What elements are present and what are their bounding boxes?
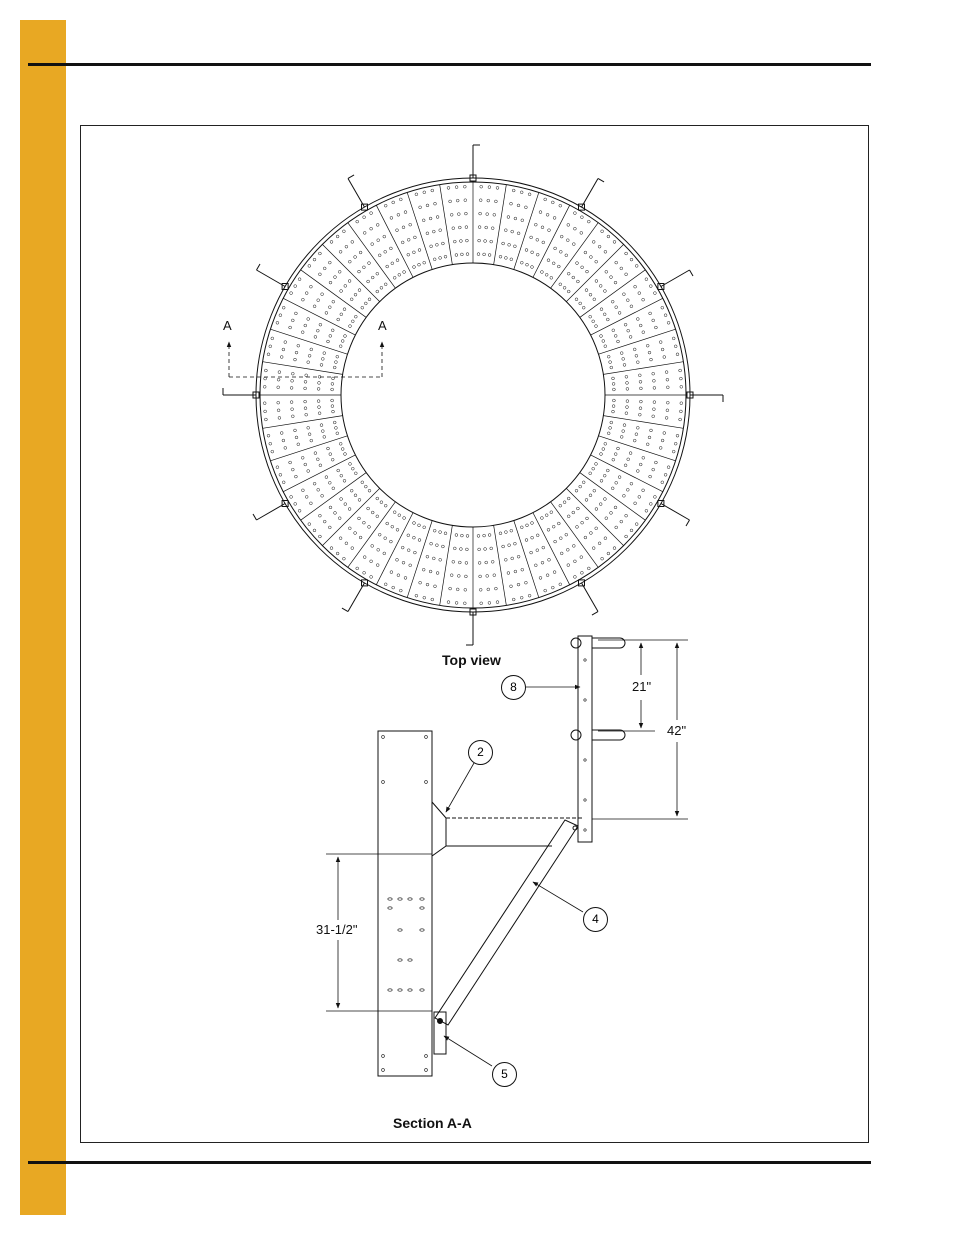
- bin-wall-panel: [378, 731, 432, 1076]
- dimension-31-label: 31-1/2": [316, 922, 358, 937]
- rail-clamps: [571, 638, 625, 740]
- section-cut-line: [229, 342, 382, 377]
- section-letter-right: A: [378, 318, 387, 333]
- wall-bolt-holes: [382, 736, 428, 1072]
- platform-ring: [256, 178, 690, 612]
- dimension-42-label: 42": [667, 723, 687, 738]
- mounting-bracket: [432, 802, 446, 856]
- callout-2: 2: [468, 740, 493, 765]
- guard-rail-post: [578, 636, 592, 842]
- section-caption: Section A-A: [393, 1115, 472, 1131]
- callout-8: 8: [501, 675, 526, 700]
- callout-4: 4: [583, 907, 608, 932]
- callout-5: 5: [492, 1062, 517, 1087]
- section-a-a-drawing: [378, 636, 625, 1076]
- callout-leaders: [444, 687, 583, 1066]
- section-letter-left: A: [223, 318, 232, 333]
- diagonal-brace: [435, 820, 578, 1025]
- dimension-21-label: 21": [632, 679, 652, 694]
- top-view-caption: Top view: [442, 652, 501, 668]
